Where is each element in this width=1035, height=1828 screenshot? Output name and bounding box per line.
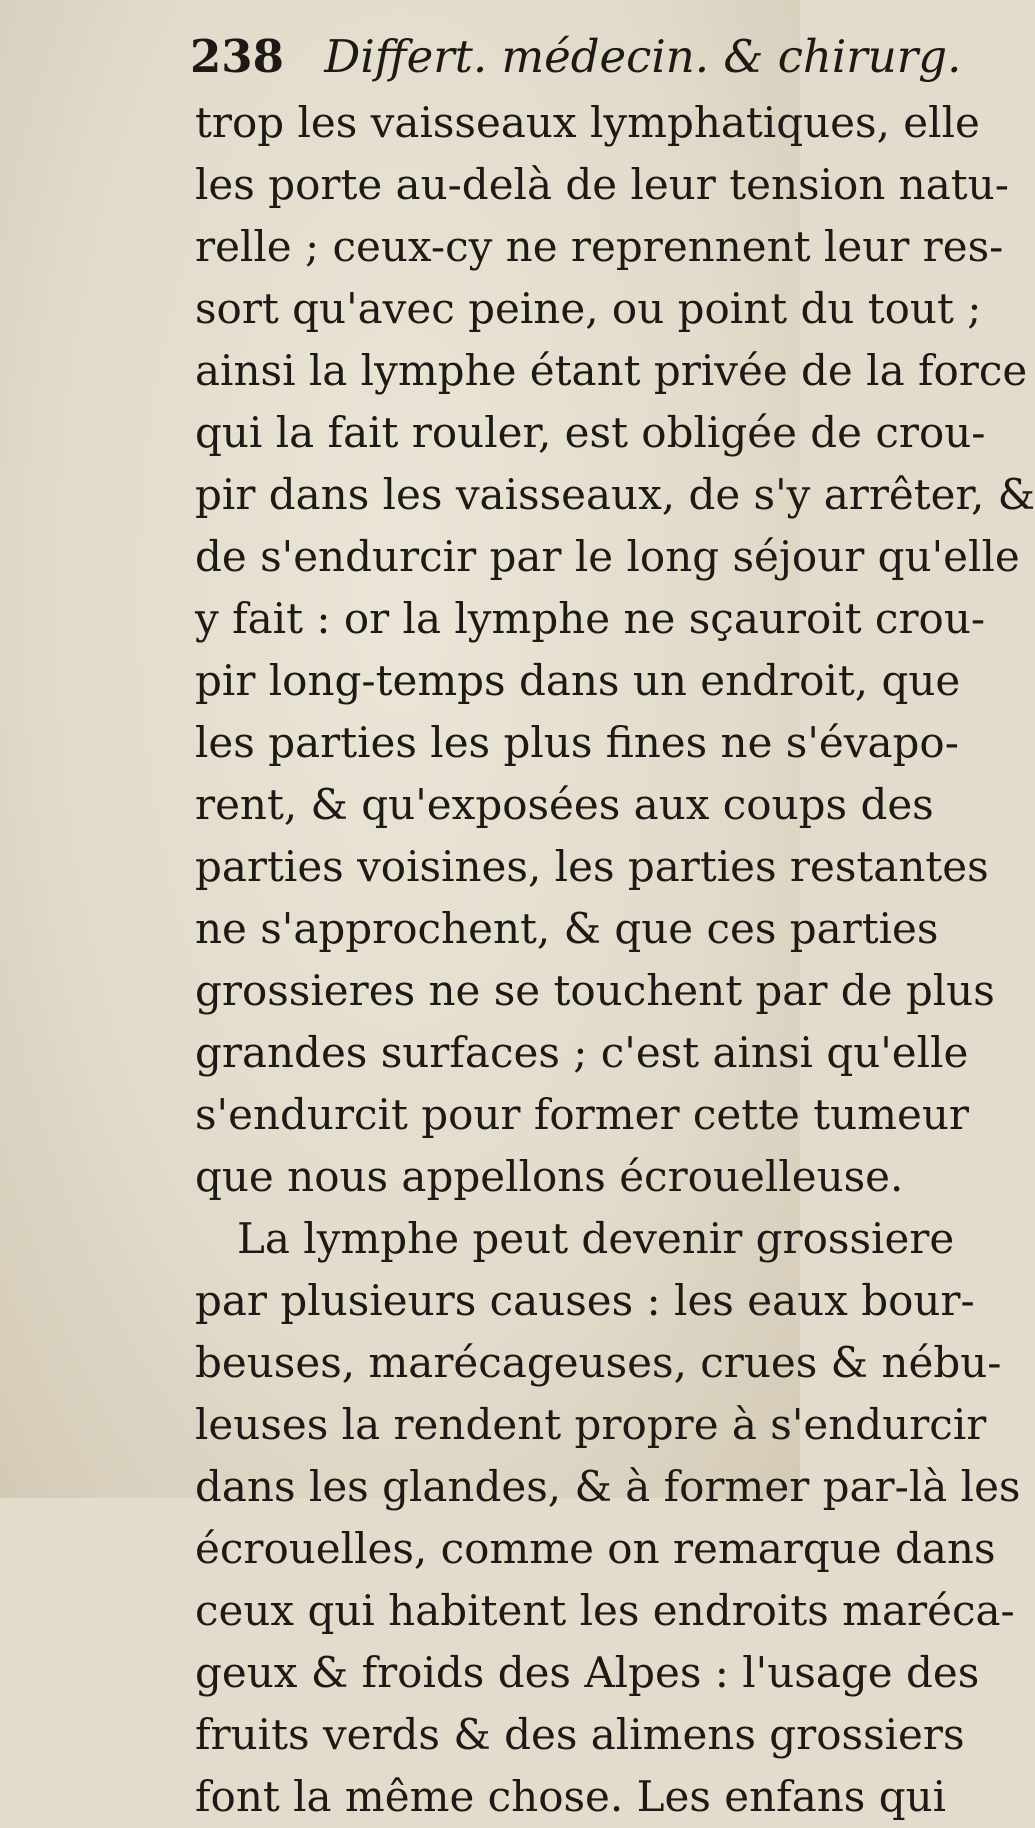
text-line: geux & froids des Alpes : l'usage des bbox=[195, 1648, 980, 1697]
text-line: rent, & qu'exposées aux coups des bbox=[195, 780, 934, 829]
text-line: que nous appellons écrouelleuse. bbox=[195, 1152, 904, 1201]
text-line: ne s'approchent, & que ces parties bbox=[195, 904, 939, 953]
body-text bbox=[195, 92, 1035, 1828]
paragraph bbox=[195, 92, 1035, 1208]
paragraph bbox=[195, 1208, 1021, 1828]
text-line: par plusieurs causes : les eaux bour- bbox=[195, 1276, 975, 1325]
text-line: ainsi la lymphe étant privée de la force bbox=[195, 346, 1028, 395]
page-header bbox=[190, 22, 962, 92]
text-line: les porte au-delà de leur tension natu- bbox=[195, 160, 1009, 209]
text-line: y fait : or la lymphe ne sçauroit crou- bbox=[195, 594, 986, 643]
text-line: dans les glandes, & à former par-là les bbox=[195, 1462, 1021, 1511]
text-line: fruits verds & des alimens grossiers bbox=[195, 1710, 965, 1759]
text-line: pir dans les vaisseaux, de s'y arrêter, & bbox=[195, 470, 1035, 519]
text-line: de s'endurcir par le long séjour qu'elle bbox=[195, 532, 1020, 581]
running-title: Differt. médecin. & chirurg. bbox=[324, 30, 962, 83]
text-line: La lymphe peut devenir grossiere bbox=[237, 1214, 955, 1263]
page-number: 238 bbox=[190, 30, 284, 83]
text-line: pir long-temps dans un endroit, que bbox=[195, 656, 961, 705]
text-line: beuses, marécageuses, crues & nébu- bbox=[195, 1338, 1002, 1387]
text-line: s'endurcit pour former cette tumeur bbox=[195, 1090, 969, 1139]
text-line: écrouelles, comme on remarque dans bbox=[195, 1524, 996, 1573]
text-line: ceux qui habitent les endroits maréca- bbox=[195, 1586, 1015, 1635]
text-line: relle ; ceux-cy ne reprennent leur res- bbox=[195, 222, 1004, 271]
text-line: grandes surfaces ; c'est ainsi qu'elle bbox=[195, 1028, 969, 1077]
text-line: font la même chose. Les enfans qui bbox=[195, 1772, 947, 1821]
text-line: parties voisines, les parties restantes bbox=[195, 842, 989, 891]
text-line: trop les vaisseaux lymphatiques, elle bbox=[195, 98, 980, 147]
text-line: qui la fait rouler, est obligée de crou- bbox=[195, 408, 986, 457]
text-line: sort qu'avec peine, ou point du tout ; bbox=[195, 284, 982, 333]
text-line: les parties les plus fines ne s'évapo- bbox=[195, 718, 959, 767]
text-line: grossieres ne se touchent par de plus bbox=[195, 966, 995, 1015]
text-line: leuses la rendent propre à s'endurcir bbox=[195, 1400, 987, 1449]
